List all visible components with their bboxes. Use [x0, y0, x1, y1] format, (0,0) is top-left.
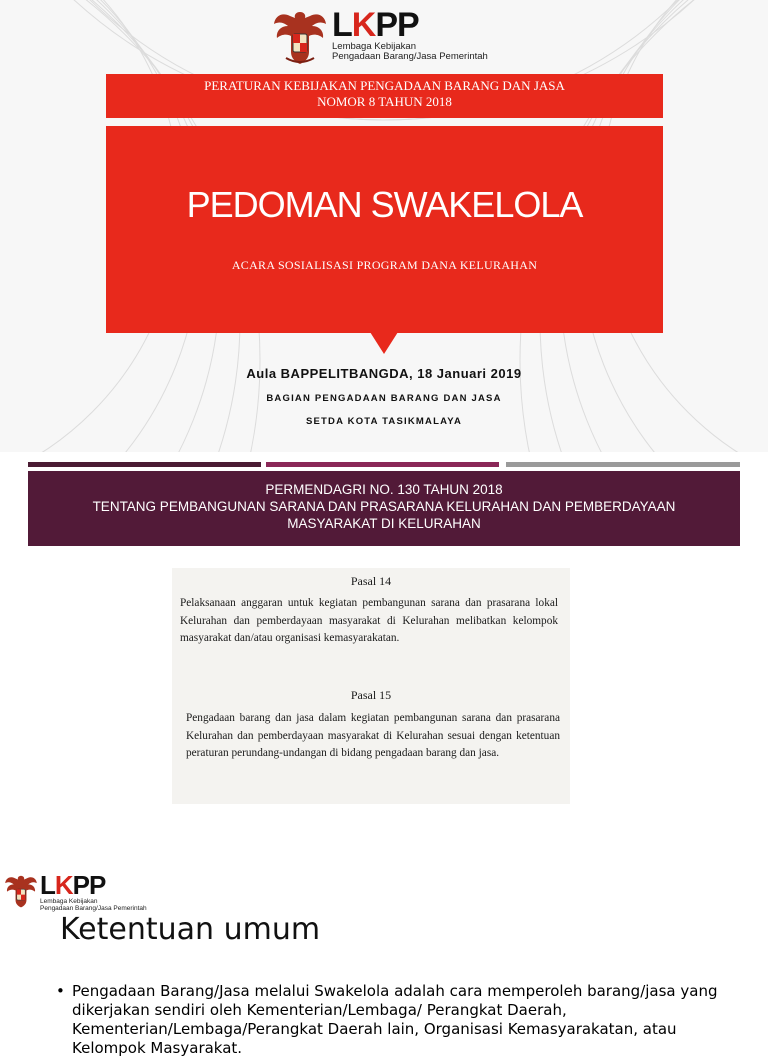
lkpp-logo: LKPP Lembaga Kebijakan Pengadaan Barang/Jasa Pemerintah — [272, 8, 488, 66]
title-box — [106, 126, 663, 333]
slide-subtitle: ACARA SOSIALISASI PROGRAM DANA KELURAHAN — [231, 258, 538, 272]
lkpp-logo: LKPP Lembaga Kebijakan Pengadaan Barang/Jasa Pemerintah — [4, 872, 147, 912]
regulation-number: NOMOR 8 TAHUN 2018 — [317, 94, 452, 109]
regulation-header-line1: PERMENDAGRI NO. 130 TAHUN 2018 — [265, 482, 503, 497]
scanned-excerpt — [172, 568, 570, 804]
title-slide — [0, 0, 768, 452]
pasal-14-text: Pelaksanaan anggaran untuk kegiatan pembangunan sarana dan prasarana lokal Kelurahan dan pemberdayaan masyarakat di Kelurahan melibatkan kelompok masyarakat dan/atau organisasi kemasyarakatan. — [180, 597, 558, 644]
accent-bar-dark — [28, 462, 261, 467]
garuda-emblem-icon — [272, 8, 328, 66]
pasal-15-text: Pengadaan barang dan jasa dalam kegiatan pembangunan sarana dan prasarana Kelurahan dan pemberdayaan masyarakat di Kelurahan sesuai dengan ketentuan peraturan perundang-undangan di bidang pengadaan barang dan jasa. — [186, 712, 560, 759]
regulation-header-line2: TENTANG PEMBANGUNAN SARANA DAN PRASARANA KELURAHAN DAN PEMBERDAYAAN — [92, 499, 676, 514]
garuda-emblem-icon — [4, 872, 38, 910]
bullet-item: • Pengadaan Barang/Jasa melalui Swakelola adalah cara memperoleh barang/jasa yang dikerjakan sendiri oleh Kementerian/Lembaga/ Perangkat Daerah, Kementerian/Lembaga/Perangkat Daerah lain, Organisasi Kemasyarakatan, atau Kelompok Masyarakat. — [56, 982, 736, 1058]
accent-bar-magenta — [266, 462, 499, 467]
callout-pointer — [370, 332, 398, 354]
logo-line2: Pengadaan Barang/Jasa Pemerintah — [332, 51, 488, 63]
logo-line2: Pengadaan Barang/Jasa Pemerintah — [40, 905, 147, 913]
logo-line1: Lembaga Kebijakan — [40, 898, 98, 905]
slide-title: PEDOMAN SWAKELOLA — [186, 184, 583, 225]
regulation-header-line3: MASYARAKAT DI KELURAHAN — [287, 516, 481, 531]
regulation-header — [28, 471, 740, 546]
regulation-banner — [106, 74, 663, 118]
organizer-department: BAGIAN PENGADAAN BARANG DAN JASA — [266, 393, 502, 404]
regulation-slide — [0, 452, 768, 826]
section-title: Ketentuan umum — [60, 912, 321, 947]
pasal-14-title: Pasal 14 — [350, 574, 392, 588]
regulation-title: PERATURAN KEBIJAKAN PENGADAAN BARANG DAN JASA — [204, 78, 565, 93]
venue-date: Aula BAPPELITBANGDA, 18 Januari 2019 — [246, 366, 522, 381]
organizer-office: SETDA KOTA TASIKMALAYA — [305, 416, 463, 427]
pasal-15-title: Pasal 15 — [350, 688, 392, 702]
accent-bar-gray — [506, 462, 740, 467]
general-provisions-slide — [0, 826, 768, 1057]
logo-line1: Lembaga Kebijakan — [332, 41, 416, 52]
